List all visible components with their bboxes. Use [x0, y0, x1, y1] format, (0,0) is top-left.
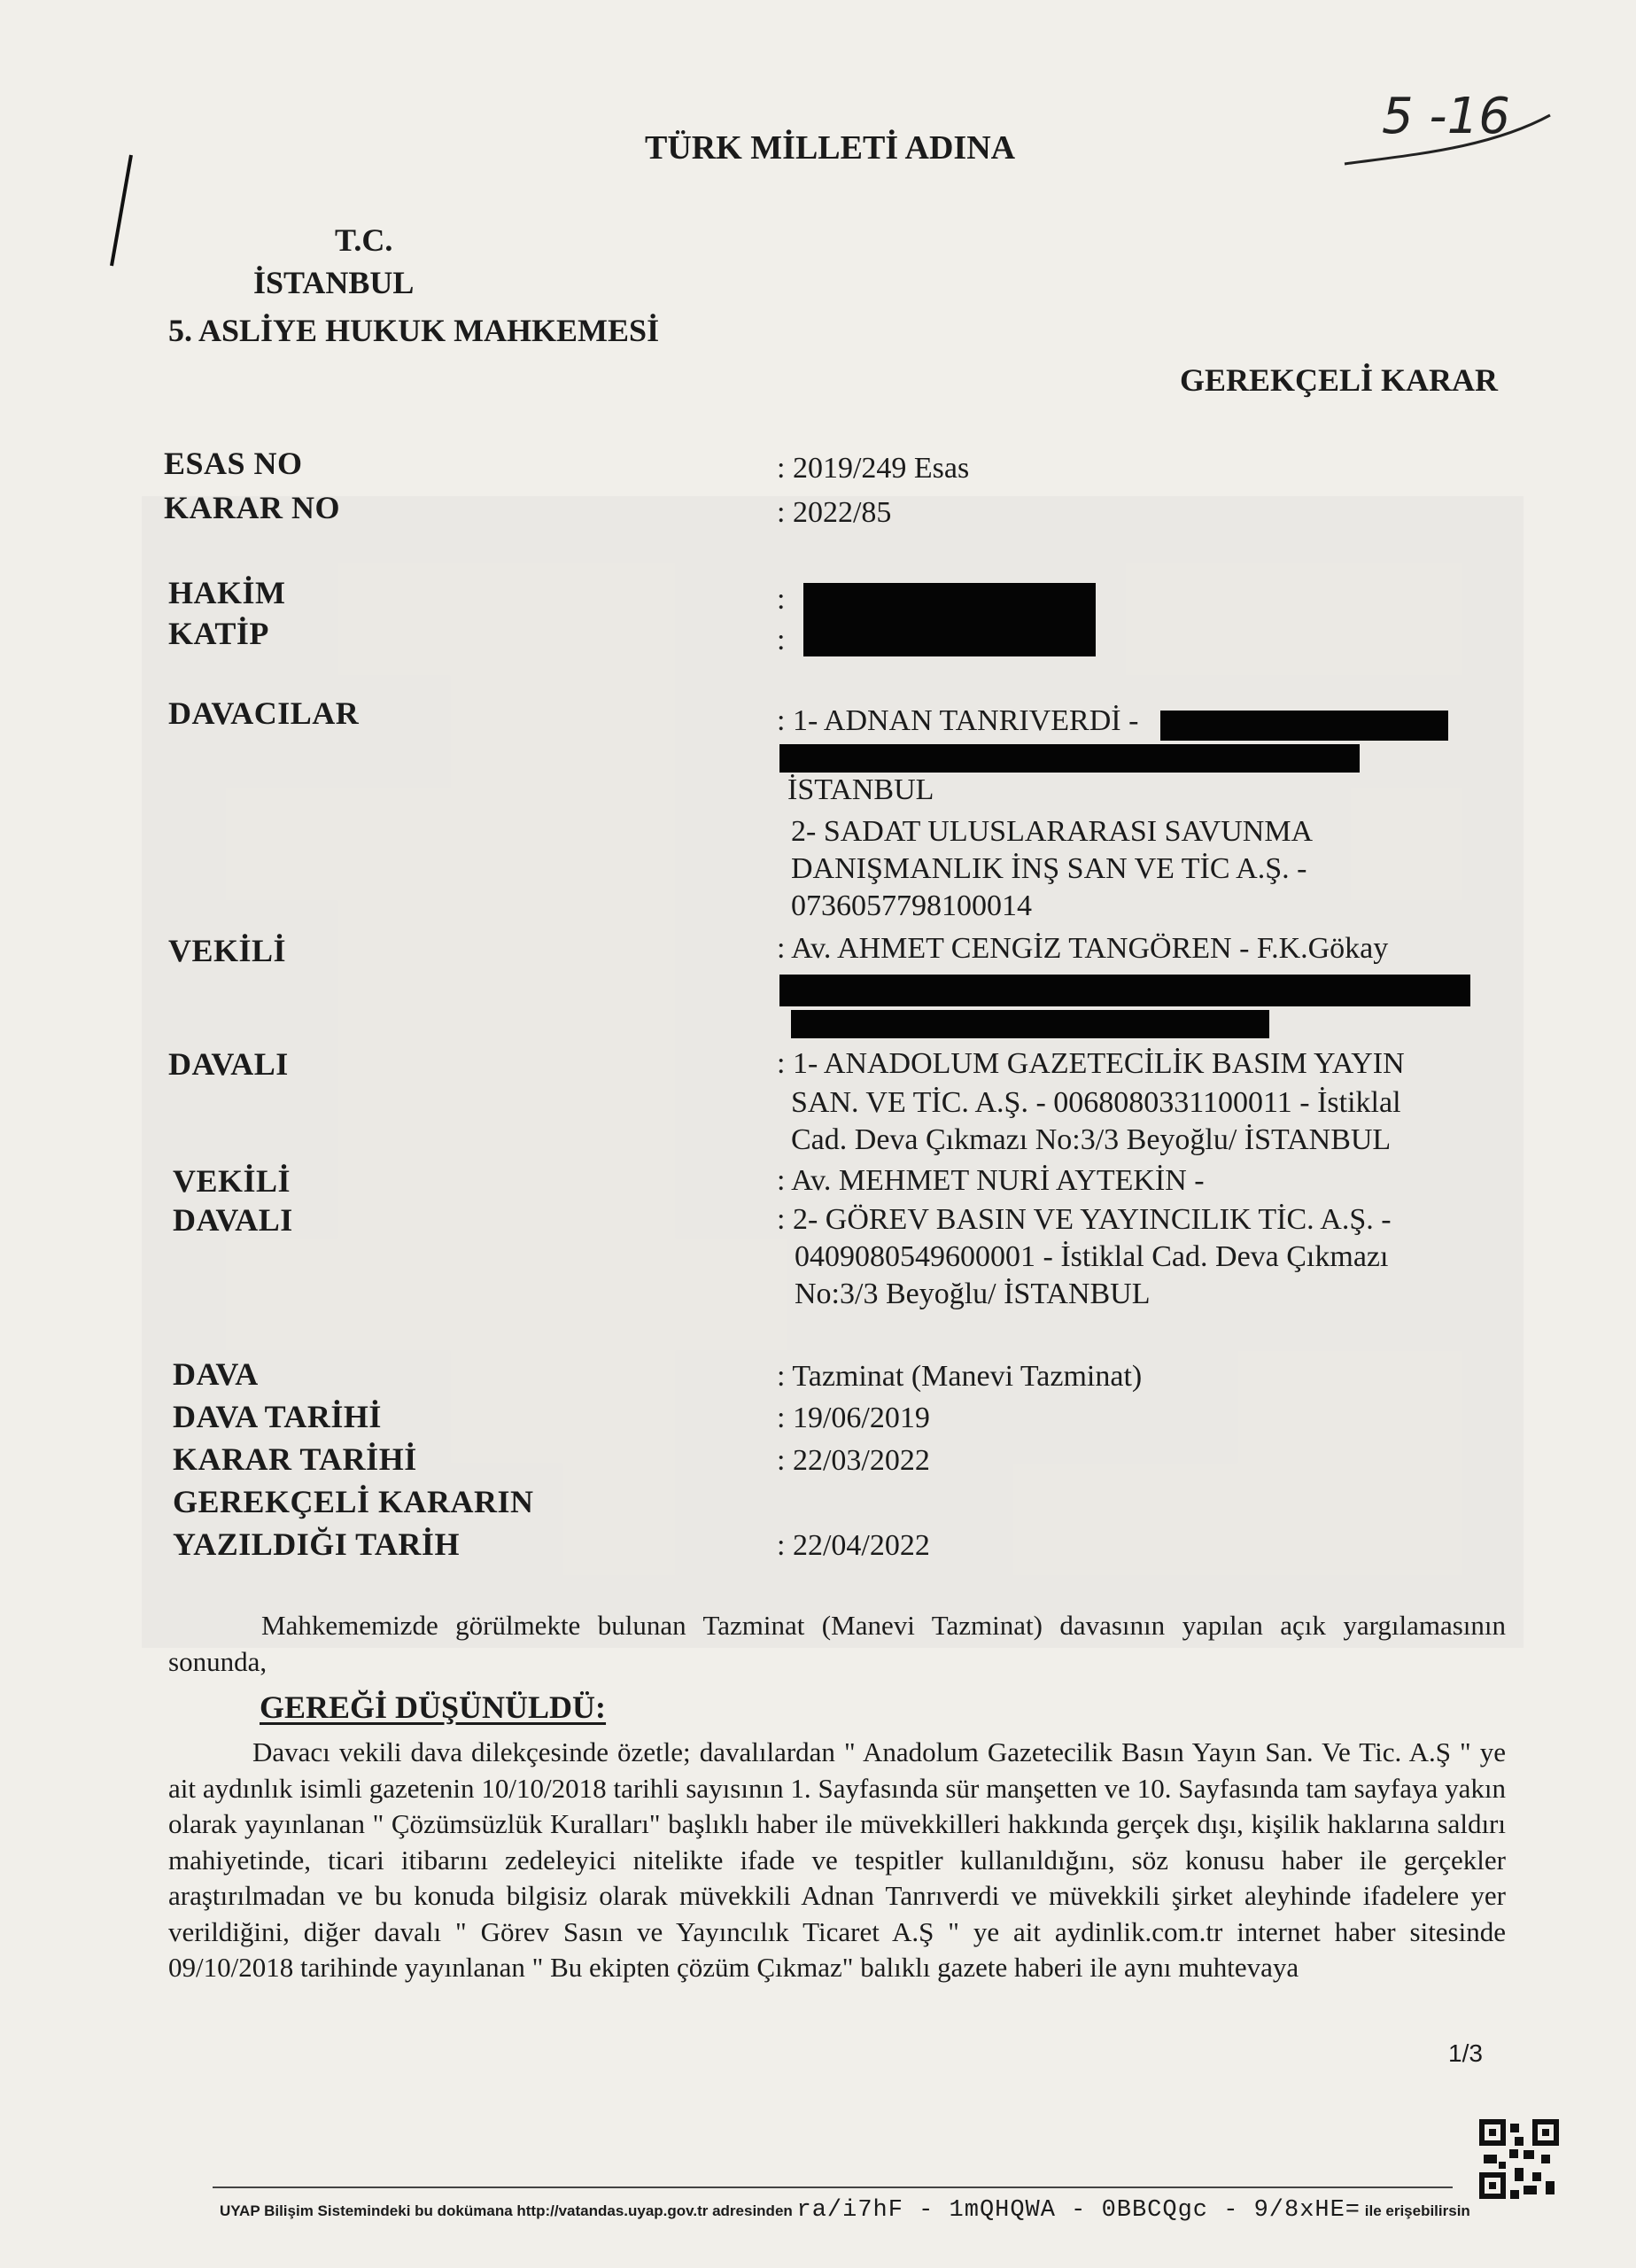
dava-tarihi-label: DAVA TARİHİ	[173, 1399, 382, 1434]
dava-label: DAVA	[173, 1356, 259, 1392]
defendant-2-line-3: No:3/3 Beyoğlu/ İSTANBUL	[795, 1278, 1151, 1310]
katip-label: KATİP	[168, 616, 269, 651]
footer-suffix: ile erişebilirsin	[1364, 2202, 1470, 2219]
plaintiff-attorney: : Av. AHMET CENGİZ TANGÖREN - F.K.Gökay	[777, 932, 1389, 965]
plaintiff-2-line-1: 2- SADAT ULUSLARARASI SAVUNMA	[791, 815, 1314, 848]
gere-gi-dusunuldu-heading: GEREĞİ DÜŞÜNÜLDÜ:	[260, 1689, 607, 1725]
redaction-bar	[779, 744, 1360, 773]
yazildigi-tarih-value: : 22/04/2022	[777, 1529, 930, 1562]
defendant-1-line-2: SAN. VE TİC. A.Ş. - 0068080331100011 - İstiklal	[791, 1086, 1401, 1119]
defendant-1-line-1: : 1- ANADOLUM GAZETECİLİK BASIM YAYIN	[777, 1047, 1405, 1080]
davacilar-label: DAVACILAR	[168, 695, 360, 731]
hakim-label: HAKİM	[168, 575, 286, 610]
davali-label-1: DAVALI	[168, 1046, 289, 1082]
city-label: İSTANBUL	[253, 265, 415, 300]
esas-no-label: ESAS NO	[164, 446, 303, 481]
court-name: 5. ASLİYE HUKUK MAHKEMESİ	[168, 313, 660, 348]
redaction-bar	[779, 975, 1470, 1006]
karar-no-label: KARAR NO	[164, 490, 340, 525]
handwritten-page-mark	[1329, 62, 1577, 177]
plaintiff-1: : 1- ADNAN TANRIVERDİ -	[777, 704, 1139, 737]
defendant-2-line-1: : 2- GÖREV BASIN VE YAYINCILIK TİC. A.Ş. -	[777, 1203, 1392, 1236]
katip-colon: :	[777, 624, 786, 656]
footer-prefix: UYAP Bilişim Sistemindeki bu dokümana http://vatandas.uyap.gov.tr adresinden	[220, 2202, 793, 2219]
page-number: 1/3	[1448, 2039, 1483, 2067]
intro-paragraph: Mahkememizde görülmekte bulunan Tazminat (Manevi Tazminat) davasının yapılan açık yargılamasının sonunda,	[168, 1610, 1506, 1677]
esas-no-value: : 2019/249 Esas	[777, 452, 970, 485]
defendant-attorney: : Av. MEHMET NURİ AYTEKİN -	[777, 1164, 1205, 1197]
karar-no-value: : 2022/85	[777, 496, 892, 529]
redaction-bar	[791, 1010, 1269, 1038]
svg-text:5 -16: 5 -16	[1382, 88, 1510, 145]
hakim-colon: :	[777, 583, 786, 616]
karar-tarihi-value: : 22/03/2022	[777, 1444, 930, 1477]
redaction-bar	[803, 583, 1096, 656]
vekili-label-2: VEKİLİ	[173, 1163, 291, 1199]
document-type: GEREKÇELİ KARAR	[1180, 362, 1499, 398]
plaintiff-2-line-3: 0736057798100014	[791, 889, 1032, 922]
dava-tarihi-value: : 19/06/2019	[777, 1402, 930, 1434]
nation-heading: TÜRK MİLLETİ ADINA	[645, 129, 1016, 167]
qr-code-icon	[1479, 2119, 1559, 2199]
gerekceli-kararin-label: GEREKÇELİ KARARIN	[173, 1484, 534, 1519]
plaintiff-2-line-2: DANIŞMANLIK İNŞ SAN VE TİC A.Ş. -	[791, 852, 1307, 885]
dava-value: : Tazminat (Manevi Tazminat)	[777, 1360, 1143, 1393]
footer-code: ra/i7hF - 1mQHQWA - 0BBCQgc - 9/8xHE=	[796, 2197, 1361, 2224]
footer-verification	[220, 2197, 1470, 2224]
redaction-bar	[1160, 711, 1448, 741]
yazildigi-tarih-label: YAZILDIĞI TARİH	[173, 1526, 460, 1562]
plaintiff-1-city: İSTANBUL	[787, 773, 934, 806]
handwritten-slash	[105, 151, 140, 275]
karar-tarihi-label: KARAR TARİHİ	[173, 1441, 417, 1477]
footer-divider	[213, 2186, 1453, 2188]
main-paragraph: Davacı vekili dava dilekçesinde özetle; davalılardan " Anadolum Gazetecilik Basın Yayın San. Ve Tic. A.Ş " ye ait aydınlık isimli gazetenin 10/10/2018 tarihli sayısının 1. Sayfasında sür manşetten ve 10. Sayfasında tam sayfaya yakın olarak yayınlanan " Çözümsüzlük Kuralları" başlıklı haber ile müvekkilleri hakkında gerçek dışı, kişilik haklarına saldırı mahiyetinde, ticari itibarını zedeleyici nitelikte ifade ve tespitler kullanıldığını, söz konusu haber ile gerçekler araştırılmadan ve bu konuda bilgisiz olarak müvekkili Adnan Tanrıverdi ve müvekkili şirket aleyhinde ifadelere yer verildiğini, diğer davalı " Görev Sasın ve Yayıncılık Ticaret A.Ş " ye ait aydinlik.com.tr internet haber sitesinde 09/10/2018 tarihinde yayınlanan " Bu ekipten çözüm Çıkmaz" balıklı gazete haberi ile aynı muhtevaya	[168, 1736, 1506, 1983]
republic-label: T.C.	[335, 222, 393, 258]
defendant-2-line-2: 0409080549600001 - İstiklal Cad. Deva Çıkmazı	[795, 1240, 1389, 1273]
davali-label-2: DAVALI	[173, 1202, 293, 1238]
vekili-label-1: VEKİLİ	[168, 933, 287, 968]
defendant-1-line-3: Cad. Deva Çıkmazı No:3/3 Beyoğlu/ İSTANBUL	[791, 1123, 1392, 1156]
